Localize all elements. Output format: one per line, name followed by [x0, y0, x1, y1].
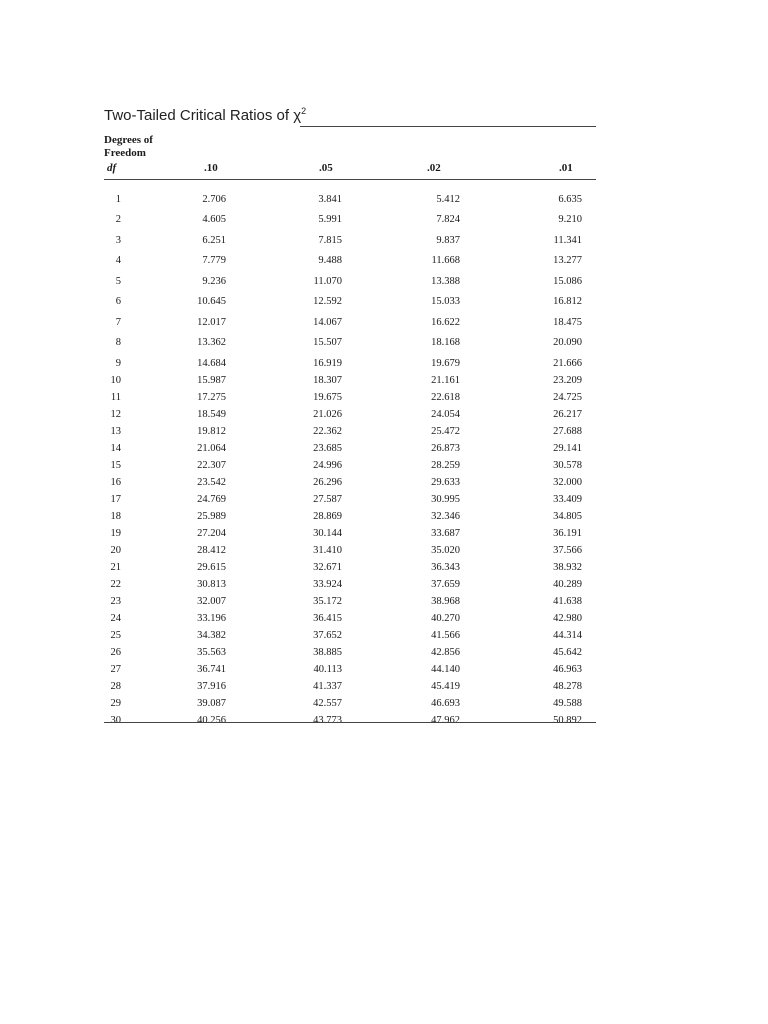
value-cell: 42.856 [431, 647, 460, 658]
table-row [104, 714, 596, 728]
df-cell: 24 [110, 613, 121, 624]
value-cell: 26.873 [431, 443, 460, 454]
value-cell: 41.337 [313, 681, 342, 692]
value-cell: 24.725 [553, 392, 582, 403]
value-cell: 18.307 [313, 375, 342, 386]
table-row [104, 316, 596, 330]
value-cell: 14.684 [197, 358, 226, 369]
value-cell: 27.204 [197, 528, 226, 539]
table-row [104, 374, 596, 388]
value-cell: 36.741 [197, 664, 226, 675]
df-cell: 29 [110, 698, 121, 709]
value-cell: 28.412 [197, 545, 226, 556]
value-cell: 15.507 [313, 337, 342, 348]
df-cell: 15 [110, 460, 121, 471]
value-cell: 43.773 [313, 715, 342, 726]
df-cell: 22 [110, 579, 121, 590]
df-cell: 21 [110, 562, 121, 573]
table-row [104, 459, 596, 473]
value-cell: 12.017 [197, 317, 226, 328]
table-title-superscript: 2 [301, 106, 307, 116]
df-cell: 7 [115, 317, 121, 328]
value-cell: 4.605 [202, 214, 226, 225]
df-cell: 13 [110, 426, 121, 437]
value-cell: 9.837 [436, 235, 460, 246]
value-cell: 27.587 [313, 494, 342, 505]
value-cell: 27.688 [553, 426, 582, 437]
value-cell: 40.289 [553, 579, 582, 590]
df-cell: 25 [110, 630, 121, 641]
value-cell: 22.307 [197, 460, 226, 471]
df-cell: 1 [115, 194, 121, 205]
df-cell: 6 [115, 296, 121, 307]
value-cell: 6.635 [558, 194, 582, 205]
value-cell: 37.659 [431, 579, 460, 590]
value-cell: 32.000 [553, 477, 582, 488]
df-cell: 12 [110, 409, 121, 420]
value-cell: 37.652 [313, 630, 342, 641]
df-cell: 23 [110, 596, 121, 607]
value-cell: 13.362 [197, 337, 226, 348]
value-cell: 6.251 [202, 235, 226, 246]
value-cell: 33.687 [431, 528, 460, 539]
value-cell: 26.217 [553, 409, 582, 420]
table-row [104, 612, 596, 626]
df-cell: 26 [110, 647, 121, 658]
table-row [104, 646, 596, 660]
value-cell: 50.892 [553, 715, 582, 726]
value-cell: 14.067 [313, 317, 342, 328]
value-cell: 11.668 [431, 255, 460, 266]
value-cell: 49.588 [553, 698, 582, 709]
df-cell: 2 [115, 214, 121, 225]
value-cell: 21.666 [553, 358, 582, 369]
df-cell: 5 [115, 276, 121, 287]
table-row [104, 408, 596, 422]
value-cell: 11.070 [313, 276, 342, 287]
table-row [104, 578, 596, 592]
table-row [104, 544, 596, 558]
df-cell: 16 [110, 477, 121, 488]
value-cell: 15.033 [431, 296, 460, 307]
df-cell: 14 [110, 443, 121, 454]
df-cell: 8 [115, 337, 121, 348]
value-cell: 15.086 [553, 276, 582, 287]
value-cell: 16.812 [553, 296, 582, 307]
value-cell: 21.161 [431, 375, 460, 386]
value-cell: 34.382 [197, 630, 226, 641]
value-cell: 24.769 [197, 494, 226, 505]
value-cell: 13.277 [553, 255, 582, 266]
df-header-abbrev: df [107, 162, 117, 174]
value-cell: 18.549 [197, 409, 226, 420]
value-cell: 48.278 [553, 681, 582, 692]
value-cell: 17.275 [197, 392, 226, 403]
value-cell: 39.087 [197, 698, 226, 709]
table-row [104, 561, 596, 575]
value-cell: 31.410 [313, 545, 342, 556]
value-cell: 30.144 [313, 528, 342, 539]
value-cell: 23.542 [197, 477, 226, 488]
value-cell: 9.210 [558, 214, 582, 225]
col-header-05: .05 [319, 162, 333, 174]
table-row [104, 357, 596, 371]
value-cell: 42.980 [553, 613, 582, 624]
value-cell: 36.343 [431, 562, 460, 573]
value-cell: 9.488 [318, 255, 342, 266]
table-row [104, 680, 596, 694]
df-cell: 19 [110, 528, 121, 539]
df-cell: 9 [115, 358, 121, 369]
value-cell: 28.869 [313, 511, 342, 522]
value-cell: 7.779 [202, 255, 226, 266]
value-cell: 37.566 [553, 545, 582, 556]
value-cell: 16.622 [431, 317, 460, 328]
value-cell: 22.618 [431, 392, 460, 403]
value-cell: 11.341 [553, 235, 582, 246]
df-cell: 11 [110, 392, 121, 403]
value-cell: 38.932 [553, 562, 582, 573]
value-cell: 37.916 [197, 681, 226, 692]
bottom-rule [104, 722, 596, 723]
df-cell: 30 [110, 715, 121, 726]
value-cell: 44.140 [431, 664, 460, 675]
df-cell: 18 [110, 511, 121, 522]
value-cell: 44.314 [553, 630, 582, 641]
title-rule [300, 126, 596, 127]
value-cell: 16.919 [313, 358, 342, 369]
value-cell: 33.409 [553, 494, 582, 505]
value-cell: 41.638 [553, 596, 582, 607]
value-cell: 7.824 [436, 214, 460, 225]
value-cell: 38.968 [431, 596, 460, 607]
value-cell: 30.813 [197, 579, 226, 590]
value-cell: 18.475 [553, 317, 582, 328]
chi-square-table [104, 104, 596, 726]
table-row [104, 295, 596, 309]
value-cell: 28.259 [431, 460, 460, 471]
table-row [104, 425, 596, 439]
table-row [104, 493, 596, 507]
value-cell: 36.191 [553, 528, 582, 539]
value-cell: 25.989 [197, 511, 226, 522]
value-cell: 5.991 [318, 214, 342, 225]
df-cell: 27 [110, 664, 121, 675]
df-header-line2: Freedom [104, 147, 146, 159]
df-header-line1: Degrees of [104, 134, 153, 146]
value-cell: 45.419 [431, 681, 460, 692]
value-cell: 26.296 [313, 477, 342, 488]
df-cell: 17 [110, 494, 121, 505]
value-cell: 9.236 [202, 276, 226, 287]
value-cell: 2.706 [202, 194, 226, 205]
value-cell: 10.645 [197, 296, 226, 307]
value-cell: 34.805 [553, 511, 582, 522]
value-cell: 29.141 [553, 443, 582, 454]
value-cell: 22.362 [313, 426, 342, 437]
df-cell: 3 [115, 235, 121, 246]
value-cell: 33.196 [197, 613, 226, 624]
col-header-10: .10 [204, 162, 218, 174]
value-cell: 12.592 [313, 296, 342, 307]
value-cell: 13.388 [431, 276, 460, 287]
table-row [104, 391, 596, 405]
table-title [104, 104, 596, 128]
value-cell: 32.671 [313, 562, 342, 573]
value-cell: 35.563 [197, 647, 226, 658]
value-cell: 46.693 [431, 698, 460, 709]
value-cell: 19.679 [431, 358, 460, 369]
value-cell: 40.270 [431, 613, 460, 624]
value-cell: 24.996 [313, 460, 342, 471]
table-row [104, 234, 596, 248]
df-cell: 10 [110, 375, 121, 386]
value-cell: 30.995 [431, 494, 460, 505]
value-cell: 40.113 [313, 664, 342, 675]
table-row [104, 336, 596, 350]
df-cell: 20 [110, 545, 121, 556]
value-cell: 23.685 [313, 443, 342, 454]
value-cell: 19.675 [313, 392, 342, 403]
value-cell: 32.346 [431, 511, 460, 522]
value-cell: 32.007 [197, 596, 226, 607]
value-cell: 38.885 [313, 647, 342, 658]
value-cell: 21.026 [313, 409, 342, 420]
table-title-text: Two-Tailed Critical Ratios of χ [104, 107, 302, 124]
value-cell: 20.090 [553, 337, 582, 348]
value-cell: 3.841 [318, 194, 342, 205]
value-cell: 33.924 [313, 579, 342, 590]
value-cell: 15.987 [197, 375, 226, 386]
table-row [104, 442, 596, 456]
value-cell: 46.963 [553, 664, 582, 675]
table-row [104, 629, 596, 643]
value-cell: 25.472 [431, 426, 460, 437]
value-cell: 23.209 [553, 375, 582, 386]
table-row [104, 213, 596, 227]
value-cell: 29.615 [197, 562, 226, 573]
table-row [104, 510, 596, 524]
value-cell: 35.020 [431, 545, 460, 556]
value-cell: 29.633 [431, 477, 460, 488]
table-row [104, 663, 596, 677]
col-header-02: .02 [427, 162, 441, 174]
table-row [104, 193, 596, 207]
value-cell: 45.642 [553, 647, 582, 658]
table-row [104, 595, 596, 609]
value-cell: 30.578 [553, 460, 582, 471]
table-row [104, 275, 596, 289]
col-header-01: .01 [559, 162, 573, 174]
value-cell: 41.566 [431, 630, 460, 641]
value-cell: 42.557 [313, 698, 342, 709]
value-cell: 40.256 [197, 715, 226, 726]
value-cell: 7.815 [318, 235, 342, 246]
table-row [104, 527, 596, 541]
value-cell: 18.168 [431, 337, 460, 348]
table-row [104, 697, 596, 711]
value-cell: 47.962 [431, 715, 460, 726]
header-rule [104, 179, 596, 180]
value-cell: 5.412 [436, 194, 460, 205]
value-cell: 24.054 [431, 409, 460, 420]
value-cell: 21.064 [197, 443, 226, 454]
table-row [104, 476, 596, 490]
value-cell: 35.172 [313, 596, 342, 607]
df-cell: 28 [110, 681, 121, 692]
value-cell: 19.812 [197, 426, 226, 437]
table-row [104, 254, 596, 268]
df-cell: 4 [115, 255, 121, 266]
value-cell: 36.415 [313, 613, 342, 624]
